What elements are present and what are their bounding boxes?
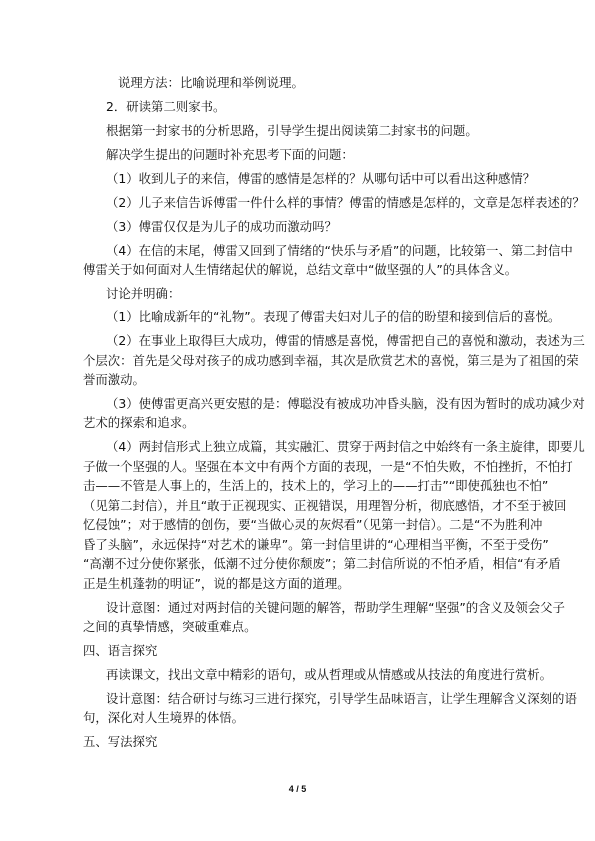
text-line: 艺术的探索和追求。 xyxy=(83,415,195,430)
text-line: （1）比喻成新年的“礼物”。表现了傅雷夫妇对儿子的信的盼望和接到信后的喜悦。 xyxy=(106,309,561,324)
text-line: 解决学生提出的问题时补充思考下面的问题： xyxy=(106,147,354,162)
text-line: “高潮不过分使你紧张，低潮不过分使你颓废”；第二封信所说的不怕矛盾，相信“有矛盾 xyxy=(83,556,561,571)
text-line: 之间的真挚情感，突破重难点。 xyxy=(83,619,257,634)
text-line: 设计意图：通过对两封信的关键问题的解答，帮助学生理解“坚强”的含义及领会父子 xyxy=(106,600,565,615)
text-line: 昏了头脑”，永远保持“对艺术的谦卑”。第一封信里讲的“心理相当平衡，不至于受伤” xyxy=(83,537,549,552)
text-line: 傅雷关于如何面对人生情绪起伏的解说，总结文章中“做坚强的人”的具体含义。 xyxy=(83,262,518,277)
text-line: （3）使傅雷更高兴更安慰的是：傅聪没有被成功冲昏头脑，没有因为暂时的成功减少对 xyxy=(106,396,585,411)
section-heading: 五、写法探究 xyxy=(83,734,158,749)
text-line: 誉而激动。 xyxy=(83,372,145,387)
section-heading: 四、语言探究 xyxy=(83,643,158,658)
text-line: 根据第一封家书的分析思路，引导学生提出阅读第二封家书的问题。 xyxy=(106,123,478,138)
text-line: （2）儿子来信告诉傅雷一件什么样的事情？傅雷的情感是怎样的，文章是怎样表述的？ xyxy=(106,195,585,210)
text-line: 个层次：首先是父母对孩子的成功感到幸福，其次是欣赏艺术的喜悦，第三是为了祖国的荣 xyxy=(83,353,579,368)
text-line: （2）在事业上取得巨大成功，傅雷的情感是喜悦，傅雷把自己的喜悦和激动，表述为三 xyxy=(106,333,585,348)
text-line: 忆侵蚀”；对于感情的创伤，要“当做心灵的灰烬看”（见第一封信）。二是“不为胜利冲 xyxy=(83,517,543,532)
text-line: （1）收到儿子的来信，傅雷的感情是怎样的？从哪句话中可以看出这种感情？ xyxy=(106,171,536,186)
text-line: 再读课文，找出文章中精彩的语句，或从哲理或从情感或从技法的角度进行赏析。 xyxy=(106,667,553,682)
text-line: 讨论并明确： xyxy=(106,286,181,301)
text-line: 设计意图：结合研讨与练习三进行探究，引导学生品味语言，让学生理解含义深刻的语 xyxy=(106,691,577,706)
text-line: 正是生机蓬勃的明证”，说的都是这方面的道理。 xyxy=(83,576,350,591)
text-line: （4）两封信形式上独立成篇，其实融汇、贯穿于两封信之中始终有一条主旋律，即要儿 xyxy=(106,439,585,454)
text-line: 击——不管是人事上的，生活上的，技术上的，学习上的——打击”“即使孤独也不怕” xyxy=(83,478,549,493)
text-line: （3）傅雷仅仅是为儿子的成功而激动吗？ xyxy=(106,219,337,234)
text-line: 2．研读第二则家书。 xyxy=(106,99,226,114)
text-line: 子做一个坚强的人。坚强在本文中有两个方面的表现，一是“不怕失败，不怕挫折，不怕打 xyxy=(83,459,573,474)
text-line: （见第二封信），并且“敢于正视现实、正视错误，用理智分析，彻底感悟，才不至于被回 xyxy=(83,498,567,513)
page-number: 4 / 5 xyxy=(288,784,307,794)
text-line: 说理方法：比喻说理和举例说理。 xyxy=(118,75,304,90)
text-line: 句，深化对人生境界的体悟。 xyxy=(83,710,245,725)
text-line: （4）在信的末尾，傅雷又回到了情绪的“快乐与矛盾”的问题，比较第一、第二封信中 xyxy=(106,243,573,258)
